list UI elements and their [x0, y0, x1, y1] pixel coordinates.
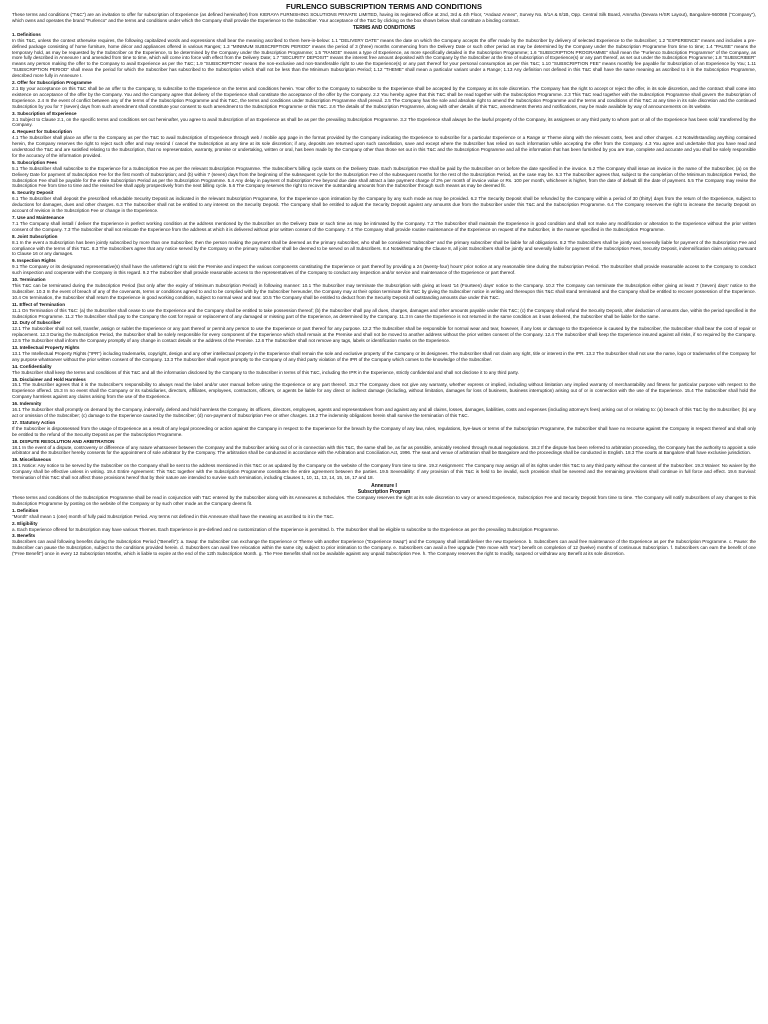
section-text: 15.1 The Subscriber agrees that it is the Subscriber's responsibility to always read the label and/or user manual before using the Experience or any part thereof. 15.2 The Company does not give any warranty, whether express or implied, including without limitation any implied warranty of merchantability and fitness for particular purpose with respect to the Experience offered. 15.3 In no event shall the Company or its subsidiaries, directors, affiliates, employees, contractors, officers, or agents be liable for any direct or indirect damage (including, without limitation, damages for loss of business, business interruption) arising out of or in connection with the use of the Experience. 15.4 The Subscriber shall hold the Company harmless against any claims arising from the use of the Experience.: [12, 382, 756, 400]
section-heading: 10. Termination: [12, 277, 46, 283]
terms-document: [12, 2, 756, 1020]
section-text: 13.1 The Intellectual Property Rights ("IPR") including trademarks, copyright, design and any other intellectual property in the Experience shall remain the sole and exclusive property of the Company or its designees. The Subscriber shall not claim any right, title or interest in the IPR. 13.2 The Subscriber shall not use the name, logo or trademarks of the Company for any purpose whatsoever without the prior written consent of the Company. 13.3 The Subscriber shall report promptly to the Company of any third party violation of the IPR of the Company which comes to the knowledge of the Subscriber.: [12, 350, 756, 362]
section-heading: 17. Statutory Action: [12, 419, 56, 425]
annexure-item-heading: 2. Eligibility: [12, 520, 38, 526]
section-text: 8.1 In the event a Subscription has been jointly subscribed by more than one Subscriber, then the person making the payment shall be deemed as the primary subscriber, who shall be considered 'Subscriber' and the primary subscriber shall be liable for all obligations. 8.2 The Subscribers shall be jointly and severally liable for payment of the Subscription Fee and compliance with the terms of this T&C. 8.3 The Subscribers agree that any notice served by the Company on the primary subscriber shall be deemed to be served on all Subscribers. 8.4 Notwithstanding the Clause 8, all joint Subscribers shall be jointly and severally liable for payment of the Subscription Fees, Security Deposit, indemnification claim arising pursuant to Clause 16 or any damages.: [12, 239, 756, 257]
section-text: 6.1 The Subscriber shall deposit the prescribed refundable Security Deposit as indicated in the relevant Subscription Programme, for the Experience upon intimation by the Company by any such mode as may be provided. 6.2 The Security Deposit shall be refunded by the Company within a period of 30 (thirty) days from the return of the Experience, subject to deductions for damages, dues and other charges. 6.3 The Subscriber shall not be entitled to any interest on the Security Deposit. The Company shall be entitled to adjust the Security Deposit against any amounts due from the Subscriber under this T&C and the Subscription Programme. 6.4 The Company reserves the right to increase the Security Deposit on account of revision in the Subscription Fee or change in the Experience.: [12, 196, 756, 214]
section-heading: 14. Confidentiality: [12, 363, 52, 369]
section-heading: 1. Definitions: [12, 31, 41, 37]
section-text: 4.1 The Subscriber shall place an offer to the Company as per the T&C to avail Subscription of Experience through web / mobile app page in the format provided by the Company indicating the Experience to subscribe for a particular Experience or a Range or Theme along with the relevant costs, fees and other charges. 4.2 Notwithstanding anything contained herein, the Company reserves the right to reject such offer and may rescind / cancel the Subscription at any time at its sole discretion; if any, deposits are returned upon such cancellation, save and except where the Subscriber has relied on such information while accepting the offer from the Company. 4.3 You agree and undertake that you have read and understood the T&C and are satisfied relating to the Subscription, that no representation, warranty, promise or undertaking, written or oral, has been made by the Company other than those set out in this T&C and the Subscription Programme and all the information that has been furnished by you are true, complete and accurate and you shall be solely responsible for the accuracy of the information provided.: [12, 135, 756, 158]
annexure-items: [12, 508, 756, 557]
section-heading: 19. Miscellaneous: [12, 457, 52, 463]
section-heading: 9. Inspection Rights: [12, 258, 56, 264]
section-heading: 15. Disclaimer and Hold Harmless: [12, 376, 86, 382]
section-heading: 16. Indemnity: [12, 401, 42, 407]
section-heading: 6. Security Deposit: [12, 190, 54, 196]
section-text: In this T&C, unless the context otherwise requires, the following capitalized words and expressions shall bear the meaning ascribed to them here-in-below: 1.1 "DELIVERY DATE" means the date on which the Company accepts the offer made by the Subscriber by delivery of selected Experience to the Subscriber; 1.2 "EXPERIENCE" means and includes a pre-defined package consisting of home furniture, home décor and appliances offered in various Ranges; 1.3 "MINIMUM SUBSCRIPTION PERIOD" means the period of 3 (three) months commencing from the Delivery Date or such other period as may be determined by the Company under the Subscription Programme from time to time; 1.4 "PAUSE" means the temporary hold, as may be requested by the Subscriber on the Experience, to be determined by the Company under the Subscription Programme; 1.5 "RANGE" means a type of Experience, as more specifically detailed in the Subscription Programme; 1.6 "SUBSCRIPTION PROGRAMME" shall mean the "Furlenco Subscription Programme" of the Company, as more fully described in Annexure I and amended from time to time, which will come into force with effect from the Delivery Date; 1.7 "SECURITY DEPOSIT" means the interest free amount deposited with the Company by the Subscriber at the time of subscription of Experience(s) or any part thereof, as set out under the Subscription Programme; 1.8 "SUBSCRIBER" means any person making the offer to the Company to avail Experience as per the T&C; 1.9 "SUBSCRIPTION" means the non-exclusive and non-transferable right to use the Experience(s) or any part thereof for your personal consumption as per this T&C; 1.10 "SUBSCRIPTION FEE" means monthly fee payable for Subscription of an Experience by You; 1.11 "SUBSCRIPTION PERIOD" shall mean the period for which the Subscriber has subscribed to the Subscription which shall not be less than the Minimum Subscription Period; 1.12 "THEME" shall mean a particular variant under a Range; 1.13 Any definition not defined in this T&C shall have the same meaning as ascribed to it in the Subscription Programme, described more fully in Annexure I.: [12, 37, 756, 79]
section-text: If the Subscriber is dispossessed from the usage of Experience as a result of any legal proceeding or action against the Company in respect to the Experience for the breach by the Company of any law, rules, regulations, bye-laws or terms of the Subscription Programme, the Subscriber shall have no recourse against the Company in respect thereof and shall only be entitled to the refund of the Security Deposit as per the Subscription Programme.: [12, 425, 756, 437]
section-text: 16.1 The Subscriber shall promptly on demand by the Company, indemnify, defend and hold harmless the Company, its officers, directors, employees, agents and representatives from and against any and all claims, losses, damages, liabilities, costs and expenses (including attorney's fees) arising out of or relating to: (a) breach of this T&C by the Subscriber; (b) any act or omission of the Subscriber; (c) damage to the Experience caused by the Subscriber; (d) non-payment of Subscription Fee or other charges. 16.2 The indemnity obligations herein shall survive the termination of this T&C.: [12, 407, 756, 418]
section-heading: 2. Offer for Subscription Programme: [12, 80, 92, 86]
section-heading: 8. Joint Subscription: [12, 233, 58, 239]
annexure-item-heading: 3. Benefits: [12, 533, 36, 539]
section-text: 12.1 The Subscriber shall not sell, transfer, assign or sublet the Experience or any part thereof or permit any person to use the Experience or part thereof for any purpose. 12.2 The Subscriber shall be responsible for normal wear and tear, however, if any loss or damage to the Experience is caused by the Subscriber, the Subscriber shall bear the cost of repair or replacement. 12.3 During the Subscription Period, the Subscriber shall be solely responsible for every component of the Experience which shall remain at the Premise and shall not be moved to another address without the prior written consent of the Company. 12.4 The Subscriber shall keep the Experience insured against all risks, if so required by the Company. 12.5 The Subscriber shall inform the Company promptly of any change in contact details or the address of the Premise. 12.6 The Subscriber shall not remove any tags, labels or identification marks on the Experience.: [12, 326, 756, 344]
section-text: 2.1 By your acceptance on this T&C shall be an offer to the Company, to subscribe to the Experience on the terms and conditions herein. Your offer to the Company to subscribe to the Experience shall be accepted by the Company at its sole discretion. The Company has the right to accept or reject the offer, in its sole discretion, and the contract shall come into existence on acceptance of the offer by the Company. You and the Company agree that delivery of the Experience shall constitute the acceptance of the offer by the Company. 2.2 You hereby agree that this T&C shall be read together with the Subscription Programme. 2.3 This T&C read together with the Subscription Programme shall govern the Subscription of Experience. 2.4 In the event of conflict between any of the terms of the Subscription Programme and this T&C, the terms and conditions under Subscription Programme shall prevail. 2.5 The Company has the sole and absolute right to amend the Subscription Programme and the terms and conditions of this T&C at any time in its sole discretion and the continued Subscription by you for 7 (seven) days from such amendment shall constitute your consent to such amendment to the Subscription Programme or this T&C. 2.6 The details of the Subscription Programme, along with other details of this T&C, amendments thereto and notifications, may be made available by way of announcements on its website.: [12, 85, 756, 109]
annexure-item-heading: 1. Definition: [12, 507, 39, 513]
section-heading: 3. Subscription of Experience: [12, 110, 77, 116]
section-heading: 12. Duty of Subscriber: [12, 320, 61, 326]
section-heading: 11. Effect of Termination: [12, 301, 66, 307]
section-heading: 7. Use and Maintenance: [12, 215, 65, 220]
section-heading: 4. Request for Subscription: [12, 129, 72, 135]
document-title: FURLENCO SUBSCRIPTION TERMS AND CONDITIONS: [286, 2, 482, 11]
section-text: 3.1 Subject to Clause 2.1, on the specific terms and conditions set out hereinafter, you agree to avail Subscription of an Experience as shall be as per the prevailing Subscription Programme. 3.2 The Experience shall always be the lawful property of the Company, its assignees or any third party to whom part or all of the Experience has been sold/ transferred by the Company.: [12, 116, 756, 128]
section-text: 18.1 In the event of a dispute, controversy or difference of any nature whatsoever between the Company and the Subscriber arising out of or in connection with this T&C, the same shall be, as far as possible, amicably resolved through mutual negotiations. 18.2 If the dispute has been referred to arbitration proceeding, the Company has the authority to appoint a sole arbitrator and the Subscriber hereby consents for the appointment of sole arbitrator by the Company. The arbitration shall be conducted in accordance with the Arbitration and Conciliation Act, 1996. The seat and venue of arbitration shall be Bangalore and the proceedings shall be conducted in English. 18.3 The courts at Bangalore shall have exclusive jurisdiction.: [12, 444, 756, 456]
intro-paragraph: These terms and conditions ("T&C") are an invitation to offer for subscription of Experience (as defined hereinafter) from KIERAYA FURNISHING SOLUTIONS PRIVATE LIMITED, having its registered office at 2nd, 3rd & 4th Floor, "Andaaz Annex", Survey No. 8/1A & 8/1B, Opp. Central Silk Board, Amrutha (Devara H/SR Layout), Bangalore-560068 ("Company"), which owns and operates the brand "Furlenco" and the terms and conditions under which the Company shall provide the Experience to the Subscriber. Your acceptance of the T&C by clicking on the box shown below shall constitute a binding contract.: [12, 12, 756, 23]
section-subtitle: TERMS AND CONDITIONS: [352, 24, 416, 31]
sections-container: [12, 32, 756, 481]
section-text: 7.1 The Company shall install / deliver the Experience in perfect working condition at the address mentioned by the Subscriber on the Delivery Date or such time as may be intimated by the Company. 7.2 The Subscriber shall maintain the Experience in good condition and shall not make any modification or alteration to the Experience without the prior written consent of the Company. 7.3 The Subscriber shall not relocate the Experience from the address at which it is delivered without prior written consent of the Company. 7.4 The Company shall provide routine maintenance of the Experience on request of the Subscriber, in the manner specified in the Subscription Programme.: [12, 220, 756, 232]
section-heading: 18. DISPUTE RESOLUTION AND ARBITRATION: [12, 438, 115, 444]
section-heading: 13. Intellectual Property Rights: [12, 345, 80, 351]
section-text: 9.1 The Company or its designated representative(s) shall have the unfettered right to visit the Premise and inspect the various components constituting the Experience or part thereof by providing a 24 (twenty-four) hours' prior notice at any reasonable time during the Subscription Period. The Subscriber shall provide reasonable access to the Company to conduct such inspection and cooperate with the Company in this regard. 9.2 The Subscriber shall provide reasonable access to the representatives of the Company to conduct any inspection and/or service and maintenance of the Experience or part thereof.: [12, 264, 756, 276]
section-heading: 5. Subscription Fees: [12, 159, 57, 165]
section-text: 11.1 On Termination of this T&C: (a) the Subscriber shall cease to use the Experience and the Company shall be entitled to take possession thereof; (b) the Subscriber shall pay all dues, charges, damages and other amounts payable under this T&C; (c) the Company shall refund the Security Deposit, after deduction of amounts due, within the period specified in the Subscription Programme. 11.2 The Subscriber shall pay to the Company the cost for repair or replacement of any damaged or missing part of the Experience, as determined by the Company. 11.3 In case the Experience is not returned in the same condition as it was delivered, the Subscriber shall be liable for the same.: [12, 307, 756, 319]
annexure-item-text: a. Each Experience offered for Subscription may have various Themes. Each Experience is pre-defined and no customization of the Experience is permitted. b. The Subscriber shall be eligible to subscribe to the Experience as per the prevailing Subscription Programme.: [12, 526, 559, 532]
annexure-subtitle: Subscription Program: [357, 488, 411, 495]
annexure: [12, 483, 756, 557]
section-text: 19.1 Notice: Any notice to be served by the Subscriber on the Company shall be sent to the address mentioned in this T&C or as updated by the Company on the website of the Company from time to time. 19.2 Assignment: The Company may assign all of its rights under this T&C to any third party without the consent of the Subscriber. 19.3 Waiver: No waiver by the Company shall be effective unless in writing. 19.4 Entire Agreement: This T&C together with the Subscription Programme constitutes the entire agreement between the parties. 19.5 Severability: If any provision of this T&C is held to be invalid, such provision shall be severed and the remaining provisions shall continue in full force and effect. 19.6 Survival: Termination of this T&C shall not affect those provisions hereof that by their nature are intended to survive such termination, including Clauses 1, 10, 11, 13, 14, 15, 16, 17 and 18.: [12, 463, 756, 481]
section-text: This T&C can be terminated during the Subscription Period (but only after the expiry of Minimum Subscription Period) in following manner: 10.1 The Subscriber may terminate the Subscription with giving at least '14 (Fourteen) days' notice to the Company. 10.2 The Company can terminate the Subscription either giving at least 7 (Seven) days' notice to the Subscriber. 10.3 In the event of breach of any of the covenants, terms or conditions agreed to and to be complied with by the Subscriber hereunder, the Company may at their option terminate this T&C by giving the Subscriber notice in writing and thereupon this T&C shall stand terminated and the Company shall be entitled to recover possession of the Experience. 10.4 On termination, the Subscriber shall return the Experience in good working condition, subject to normal wear and tear. 10.5 The Company shall be entitled to deduct from the Security Deposit all outstanding amounts due under this T&C.: [12, 282, 756, 300]
annexure-item-text: Subscribers can avail following benefits during the Subscription Period ("Benefit"): a. Swap: the Subscriber can exchange the Experience or Theme with another Experience ("Experience Swap") and the Company shall install/deliver the new Experience. b. Subscribers can avail free maintenance of the Experience as per the Subscription Programme. c. Pause: the Subscriber can pause the Subscription, subject to the conditions provided herein. d. Subscribers can avail free relocation within the same city, subject to prior intimation to the Company. e. Subscribers can avail a free upgrade ("We move with You") benefit on completion of 12 (twelve) months of continuous Subscription. f. Subscribers can earn the benefit of one ("Free Benefit") once in every 12 Subscription Months, which is liable to expire at the end of the 12th Subscription Month. g. The Free Benefits shall not be available against any unpaid Subscription Fee. h. The Company reserves the right to modify, suspend or withdraw any Benefit at its sole discretion.: [12, 539, 756, 557]
annexure-title: Annexure I: [371, 482, 397, 489]
section-text: 5.1 The Subscriber shall subscribe to the Experience for a Subscription Fee as per the relevant Subscription Programme. The Subscriber's billing cycle starts on the Delivery Date. Each Subscription Fee shall be paid by the Subscriber on or before the date specified in the invoice. 5.2 The Company shall issue an invoice in the name of the Subscriber, (a) on the Delivery Date for payment of Subscription Fee for the first month of Subscription; and (b) within 7 (seven) days from the beginning of the subsequent cycle for the Subscription Fee of the subsequent months for the rest of the Subscription Period, as the case may be. 5.3 The Subscriber agrees that, subject to the completion of the Minimum Subscription Period, the Subscription Fee shall be payable for the entire Subscription Period as per the Subscription Programme. 5.4 Any delay in payment of Subscription Fee beyond due date shall attract a late payment charge of 2% per month of invoice value or Rs. 100 per month, whichever is higher, from the date of default till the date of payment. 5.5 The Company may revise the Subscription Fee from time to time and the revised fee shall apply prospectively from the next billing cycle. 5.6 The Company reserves the right to recover the outstanding amounts from the Subscriber through such means as may be deemed fit.: [12, 165, 756, 189]
section-text: The Subscriber shall keep the terms and conditions of this T&C and all the information disclosed by the Company to the Subscriber in terms of this T&C, including the IPR in the Experience, strictly confidential and shall not disclose it to any third party.: [12, 369, 519, 375]
annexure-intro: These terms and conditions of the Subscription Programme shall be read in conjunction with T&C entered by the Subscriber along with its Annexures & Schedules. The Company reserves the right at its sole discretion to vary or amend Experience, Subscription Fee and Security Deposit from time to time. The Company will notify Subscribers of any changes to this Subscription Programme by posting on the website of the Company or by such other mode as the Company deems fit.: [12, 494, 756, 506]
annexure-item-text: "Month" shall mean 1 (one) month of fully paid Subscription Period. Any terms not defined in this Annexure shall have the meaning as ascribed to it in the T&C.: [12, 513, 335, 519]
